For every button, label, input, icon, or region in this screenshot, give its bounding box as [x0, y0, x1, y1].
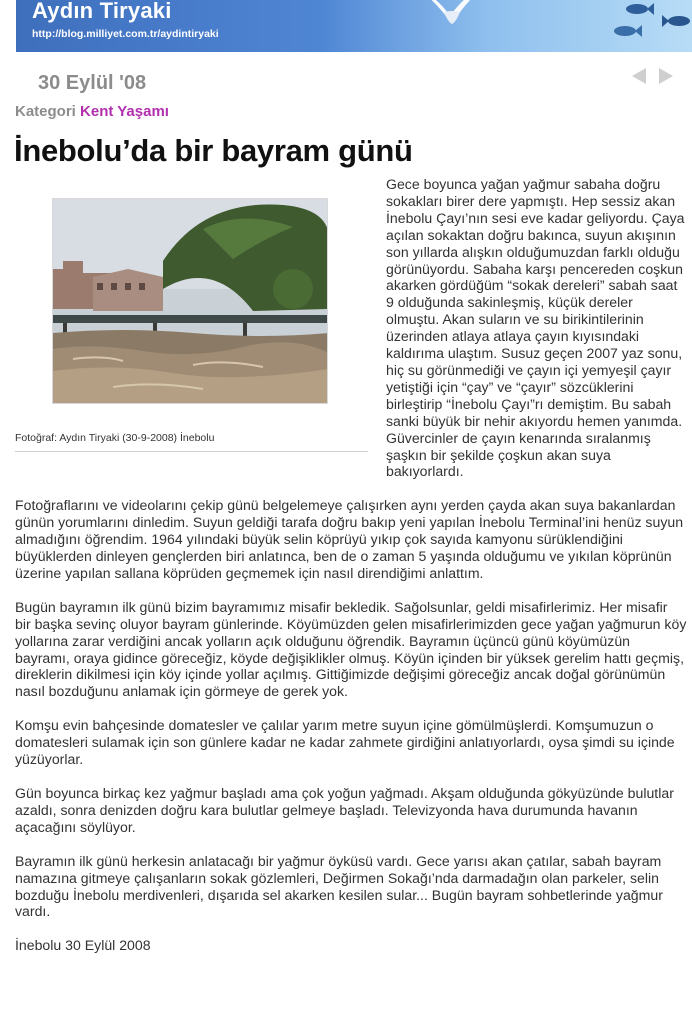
blog-title[interactable]: Aydın Tiryaki — [32, 0, 172, 23]
category-label: Kategori — [15, 103, 76, 120]
paragraph: Gün boyunca birkaç kez yağmur başladı ama çok yoğun yağmadı. Akşam olduğunda gökyüzünde bulutlar azaldı, sonra denizden doğru kara bulutlar gelmeye başladı. Televizyonda hava durumunda havanın açacağını söylüyor. — [15, 785, 674, 835]
category-link[interactable]: Kent Yaşamı — [80, 103, 169, 120]
paragraph: Fotoğraflarını ve videolarını çekip günü belgelemeye çalışırken aynı yerden çayda akan suya bakanlardan günün yorumlarını dinledim. Suyun geldiği tarafa doğru bakıp yeni yapılan İnebolu Terminal’ini henüz suyun almadığını öğrendim. 1964 yılındaki büyük selin köprüyü yıkıp çok sayıda kamyonu sürüklendiğini büyüklerden dinleyen gençlerden biri anlatınca, ben de o zaman 5 yaşında olduğumu ve yıkılan köprünün üzerine yapılan sallana köprüden geçmemek için nasıl direndiğimi anlattım. — [15, 497, 684, 581]
post-category — [15, 103, 169, 120]
triangle-right-icon[interactable] — [657, 66, 675, 86]
triangle-left-icon[interactable] — [630, 66, 648, 86]
fish-icon — [612, 24, 642, 38]
post-title[interactable]: İnebolu’da bir bayram günü — [14, 133, 413, 168]
fish-icon — [624, 2, 654, 16]
photo-caption: Fotoğraf: Aydın Tiryaki (30-9-2008) İnebolu — [15, 432, 215, 444]
paragraph: Bayramın ilk günü herkesin anlatacağı bir yağmur öyküsü vardı. Gece yarısı akan çatılar, sabah bayram namazına gitmeye çalışanların sokak gözlemleri, Değirmen Sokağı’nda darmadağın olan parkeler, selin bozduğu İnebolu merdivenleri, dışarıda sel akarken kesilen sular... Bugün bayram sohbetlerinde yağmur vardı. — [15, 852, 663, 920]
post-signature: İnebolu 30 Eylül 2008 — [15, 937, 151, 954]
paragraph: Gece boyunca yağan yağmur sabaha doğru sokakları birer dere yapmıştı. Hep sessiz akan İnebolu Çayı’nın sesi eve kadar geliyordu. Çaya açılan sokaktan doğru bakınca, suyun akışının son yıllarda alışkın olduğumuzdan farklı olduğu görünüyordu. Sabaha karşı pencereden coşkun akarken gördüğüm “sokak dereleri” sabah saat 9 olduğunda sakinleşmiş, küçük dereler olmuştu. Akan suların ve su birikintilerinin üzerinden atlaya atlaya çayın kıyısındaki kaldırıma ulaştım. Susuz geçen 2007 yaz sonu, hiç su görünmediği ve çayın içi yemyeşil çayır yetiştiği için “çay” ve “çayır” sözcüklerini birleştirip “İnebolu Çayı”rı demiştim. Bu sabah sanki büyük bir nehir akıyordu hemen yanımda. Güvercinler de çayın kenarında sıralanmış şaşkın bir şekilde çoşkun akan suya bakıyorlardı. — [386, 176, 685, 480]
blog-url[interactable]: http://blog.milliyet.com.tr/aydintiryaki — [32, 28, 219, 40]
paragraph: Bugün bayramın ilk günü bizim bayramımız misafir bekledik. Sağolsunlar, geldi misafirlerimiz. Her misafir bir başka sevinç oluyor bayram günlerinde. Köyümüzden gelen misafirlerimizden gece yağan yağmurun köy yollarına zarar verdiğini ancak yolların açık olduğunu öğrendik. Bayramın üçüncü günü köyümüzün bayramı, oraya gidince göreceğiz, köyde değişiklikler olmuş. Köyün içinden bir yüksek gerelim hattı geçmiş, direklerin dikilmesi için köy içinde yollar açılmış. Gittiğimizde değişimi göreceğiz ancak doğal görünümün nasıl bozduğunu anlamak için görmeye de gerek yok. — [15, 598, 687, 700]
seagull-icon — [416, 0, 488, 26]
post-date: 30 Eylül '08 — [38, 72, 147, 94]
fish-icon — [662, 14, 692, 28]
paragraph: Komşu evin bahçesinde domatesler ve çalılar yarım metre suyun içine gömülmüşlerdi. Komşumuzun o domatesleri sulamak için son günlere kadar ne kadar zahmete girdiğini anlatıyorlardı, oysa şimdi su içinde yüzüyorlar. — [15, 717, 675, 768]
post-body — [15, 176, 687, 954]
blog-header — [16, 0, 692, 52]
